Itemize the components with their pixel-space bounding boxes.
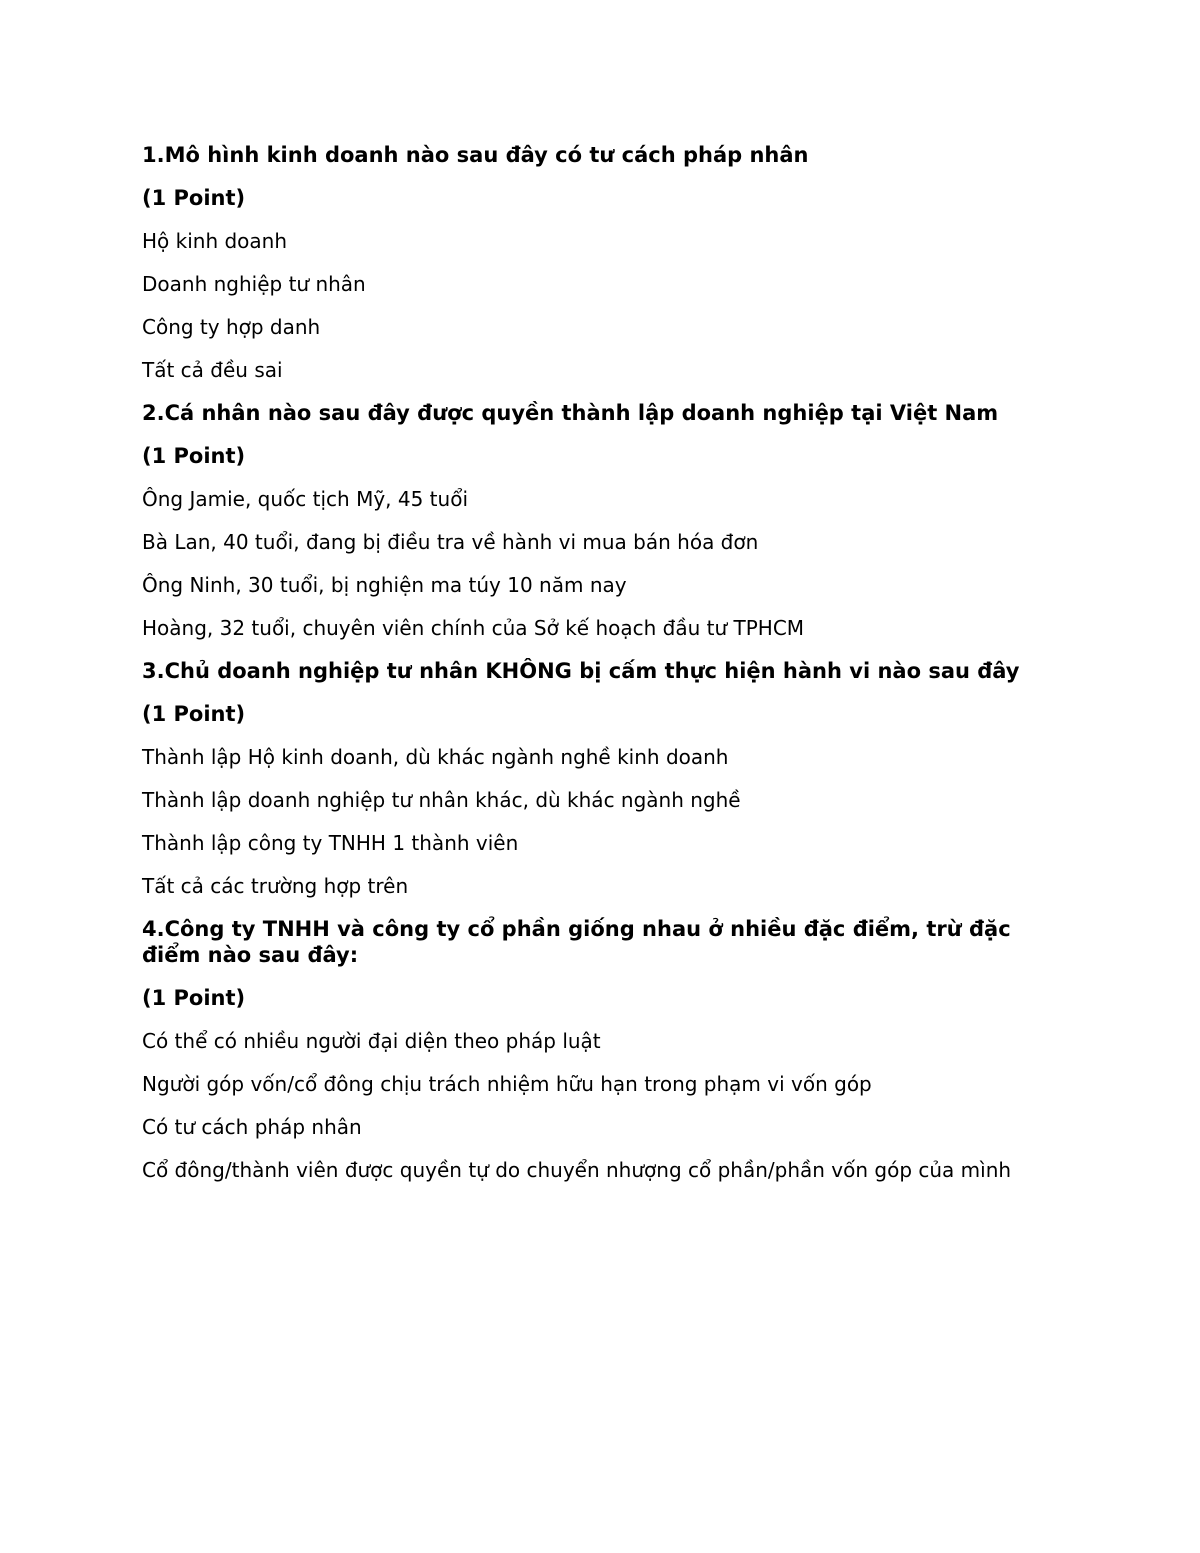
question-title: 2.Cá nhân nào sau đây được quyền thành lập doanh nghiệp tại Việt Nam <box>142 401 999 425</box>
answer-option: Hộ kinh doanh <box>142 229 288 253</box>
question-title: 1.Mô hình kinh doanh nào sau đây có tư cách pháp nhân <box>142 143 809 167</box>
answer-option: Cổ đông/thành viên được quyền tự do chuyển nhượng cổ phần/phần vốn góp của mình <box>142 1158 1012 1182</box>
question-2 <box>142 396 1052 654</box>
question-points: (1 Point) <box>142 702 246 726</box>
answer-option: Hoàng, 32 tuổi, chuyên viên chính của Sở kế hoạch đầu tư TPHCM <box>142 616 805 640</box>
answer-option: Có thể có nhiều người đại diện theo pháp luật <box>142 1029 601 1053</box>
answer-option: Tất cả các trường hợp trên <box>142 874 409 898</box>
answer-option: Thành lập doanh nghiệp tư nhân khác, dù khác ngành nghề <box>142 788 741 812</box>
question-3 <box>142 654 1052 912</box>
answer-option: Ông Jamie, quốc tịch Mỹ, 45 tuổi <box>142 487 468 511</box>
question-title: 4.Công ty TNHH và công ty cổ phần giống nhau ở nhiều đặc điểm, trừ đặc điểm nào sau đây: <box>142 917 1011 967</box>
question-title: 3.Chủ doanh nghiệp tư nhân KHÔNG bị cấm thực hiện hành vi nào sau đây <box>142 659 1020 683</box>
answer-option: Công ty hợp danh <box>142 315 321 339</box>
answer-option: Bà Lan, 40 tuổi, đang bị điều tra về hành vi mua bán hóa đơn <box>142 530 759 554</box>
question-points: (1 Point) <box>142 444 246 468</box>
answer-option: Doanh nghiệp tư nhân <box>142 272 366 296</box>
answer-option: Có tư cách pháp nhân <box>142 1115 362 1139</box>
document-page <box>142 138 1052 1196</box>
answer-option: Tất cả đều sai <box>142 358 283 382</box>
answer-option: Ông Ninh, 30 tuổi, bị nghiện ma túy 10 năm nay <box>142 573 627 597</box>
question-points: (1 Point) <box>142 986 246 1010</box>
question-points: (1 Point) <box>142 186 246 210</box>
question-4 <box>142 912 1052 1196</box>
answer-option: Thành lập Hộ kinh doanh, dù khác ngành nghề kinh doanh <box>142 745 729 769</box>
answer-option: Thành lập công ty TNHH 1 thành viên <box>142 831 519 855</box>
question-1 <box>142 138 1052 396</box>
answer-option: Người góp vốn/cổ đông chịu trách nhiệm hữu hạn trong phạm vi vốn góp <box>142 1072 872 1096</box>
